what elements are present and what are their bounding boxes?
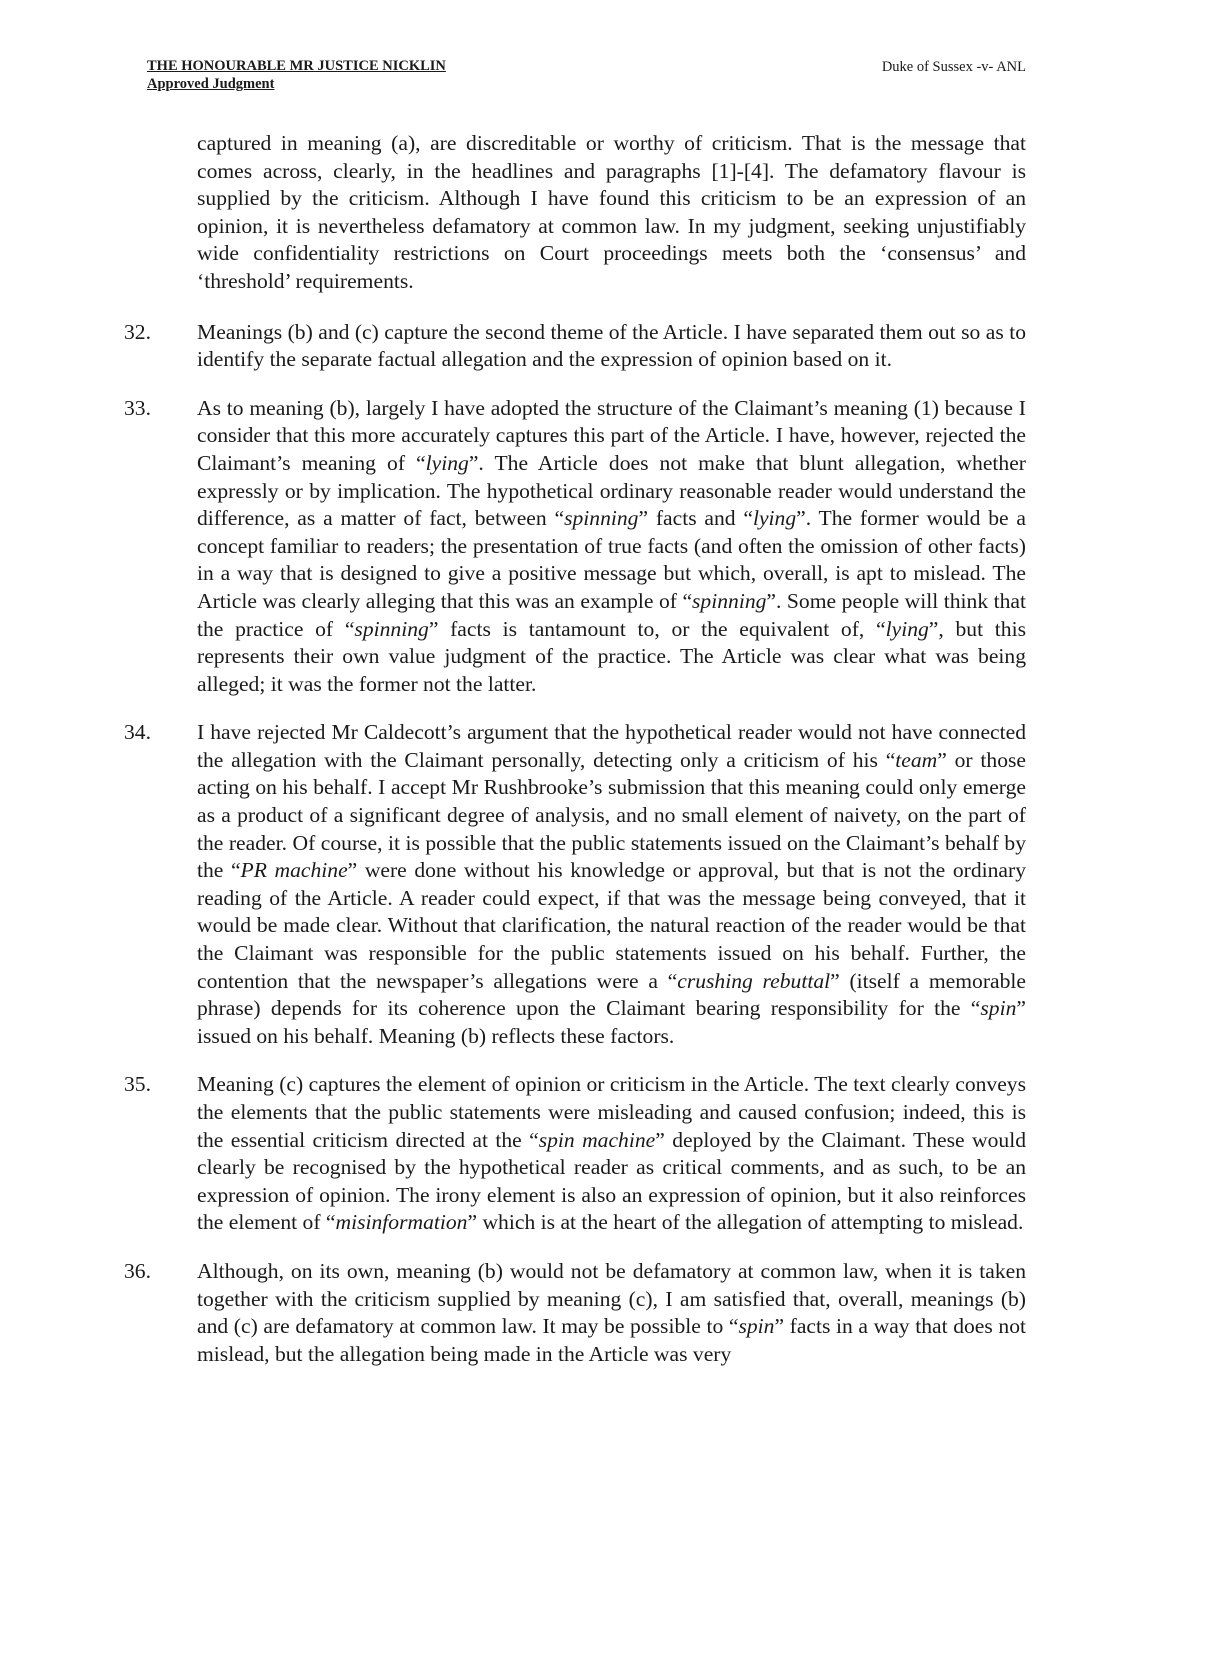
text-run: ”, but this represents their own value judgment of the practice. The Article was clear what was being alleged; it was the former not the latter. (197, 616, 1026, 696)
paragraph-number: 34. (124, 720, 151, 745)
numbered-paragraph (124, 395, 1026, 699)
quoted-term: crushing rebuttal (677, 968, 831, 993)
quoted-term: spin (738, 1314, 775, 1339)
text-run: Meanings (b) and (c) capture the second theme of the Article. I have separated them out so as to identify the separate factual allegation and the expression of opinion based on it. (197, 319, 1026, 372)
quoted-term: spin (980, 996, 1017, 1021)
quoted-term: lying (885, 616, 929, 641)
text-run: ” facts in a way that does not mislead, but the allegation being made in the Article was very (197, 1314, 1026, 1366)
paragraph-number: 32. (124, 319, 151, 344)
text-run: ” or those acting on his behalf. I accept Mr Rushbrooke’s submission that this meaning could only emerge as a product of a significant degree of analysis, and no small element of naivety, on the part of the reader. Of course, it is possible that the public statements issued on the Claimant’s behalf by the “ (197, 747, 1026, 883)
judgment-body (124, 130, 1026, 1389)
text-run: captured in meaning (a), are discreditable or worthy of criticism. That is the message that comes across, clearly, in the headlines and paragraphs [1]-[4]. The defamatory flavour is supplied by the criticism. Although I have found this criticism to be an expression of an opinion, it is nevertheless defamatory at common law. In my judgment, seeking unjustifiably wide confidentiality restrictions on Court proceedings meets both the ‘consensus’ and ‘threshold’ requirements. (197, 131, 1026, 293)
text-run: ” (itself a memorable phrase) depends for its coherence upon the Claimant bearing responsibility for the “ (197, 968, 1026, 1021)
text-run: ” issued on his behalf. Meaning (b) reflects these factors. (197, 996, 1026, 1048)
numbered-paragraph (124, 1258, 1026, 1368)
paragraph-text (197, 1258, 1026, 1368)
quoted-term: lying (425, 450, 469, 475)
numbered-paragraph (124, 1071, 1026, 1237)
paragraph-number: 36. (124, 1258, 151, 1283)
text-run: ” facts is tantamount to, or the equivalent of, “ (428, 616, 886, 641)
paragraph-text (197, 319, 1026, 374)
quoted-term: lying (752, 506, 797, 531)
text-run: ” deployed by the Claimant. These would clearly be recognised by the hypothetical reader as critical comments, and as such, to be an expression of opinion. The irony element is also an expression of opinion, but it also reinforces the element of “ (197, 1127, 1026, 1235)
paragraph-number: 35. (124, 1072, 151, 1097)
numbered-paragraph (124, 319, 1026, 374)
text-run: ”. The Article does not make that blunt allegation, whether expressly or by implication. The hypothetical ordinary reasonable reader would understand the difference, as a matter of fact, between “ (197, 450, 1026, 531)
numbered-paragraph (124, 719, 1026, 1050)
paragraph-number: 33. (124, 395, 151, 420)
judgment-status: Approved Judgment (147, 76, 275, 92)
quoted-term: misinformation (335, 1210, 468, 1235)
judge-name: THE HONOURABLE MR JUSTICE NICKLIN (147, 58, 446, 74)
quoted-term: team (895, 747, 938, 772)
paragraph-text (197, 130, 1026, 296)
text-run: ” facts and “ (638, 506, 753, 531)
paragraph-text (197, 719, 1026, 1050)
paragraph-text (197, 1071, 1026, 1237)
text-run: ” which is at the heart of the allegation of attempting to mislead. (467, 1210, 1024, 1235)
page-header-left (147, 57, 446, 93)
quoted-term: spinning (564, 506, 639, 531)
continued-paragraph (147, 130, 1026, 296)
text-run: ”. The former would be a concept familiar to readers; the presentation of true facts (and often the omission of other facts) in a way that is designed to give a positive message but which, overall, is apt to mislead. The Article was clearly alleging that this was an example of “ (197, 506, 1026, 613)
text-run: ” were done without his knowledge or approval, but that is not the ordinary reading of the Article. A reader could expect, if that was the message being conveyed, that it would be made clear. Without that clarification, the natural reaction of the reader would be that the Claimant was responsible for the public statements issued on his behalf. Further, the contention that the newspaper’s allegations were a “ (197, 858, 1026, 993)
quoted-term: spinning (692, 588, 767, 613)
text-run: Although, on its own, meaning (b) would not be defamatory at common law, when it is taken together with the criticism supplied by meaning (c), I am satisfied that, overall, meanings (b) and (c) are defamatory at common law. It may be possible to “ (197, 1258, 1026, 1339)
case-title: Duke of Sussex -v- ANL (881, 59, 1026, 75)
text-run: ”. Some people will think that the practice of “ (197, 588, 1026, 641)
text-run: Meaning (c) captures the element of opinion or criticism in the Article. The text clearly conveys the elements that the public statements were misleading and caused confusion; indeed, this is the essential criticism directed at the “ (197, 1072, 1026, 1152)
quoted-term: PR machine (240, 858, 348, 883)
text-run: As to meaning (b), largely I have adopted the structure of the Claimant’s meaning (1) because I consider that this more accurately captures this part of the Article. I have, however, rejected the Claimant’s meaning of “ (197, 395, 1026, 475)
text-run: I have rejected Mr Caldecott’s argument that the hypothetical reader would not have connected the allegation with the Claimant personally, detecting only a criticism of his “ (197, 720, 1026, 772)
paragraph-text (197, 395, 1026, 699)
quoted-term: spinning (354, 616, 429, 641)
quoted-term: spin machine (538, 1127, 656, 1152)
